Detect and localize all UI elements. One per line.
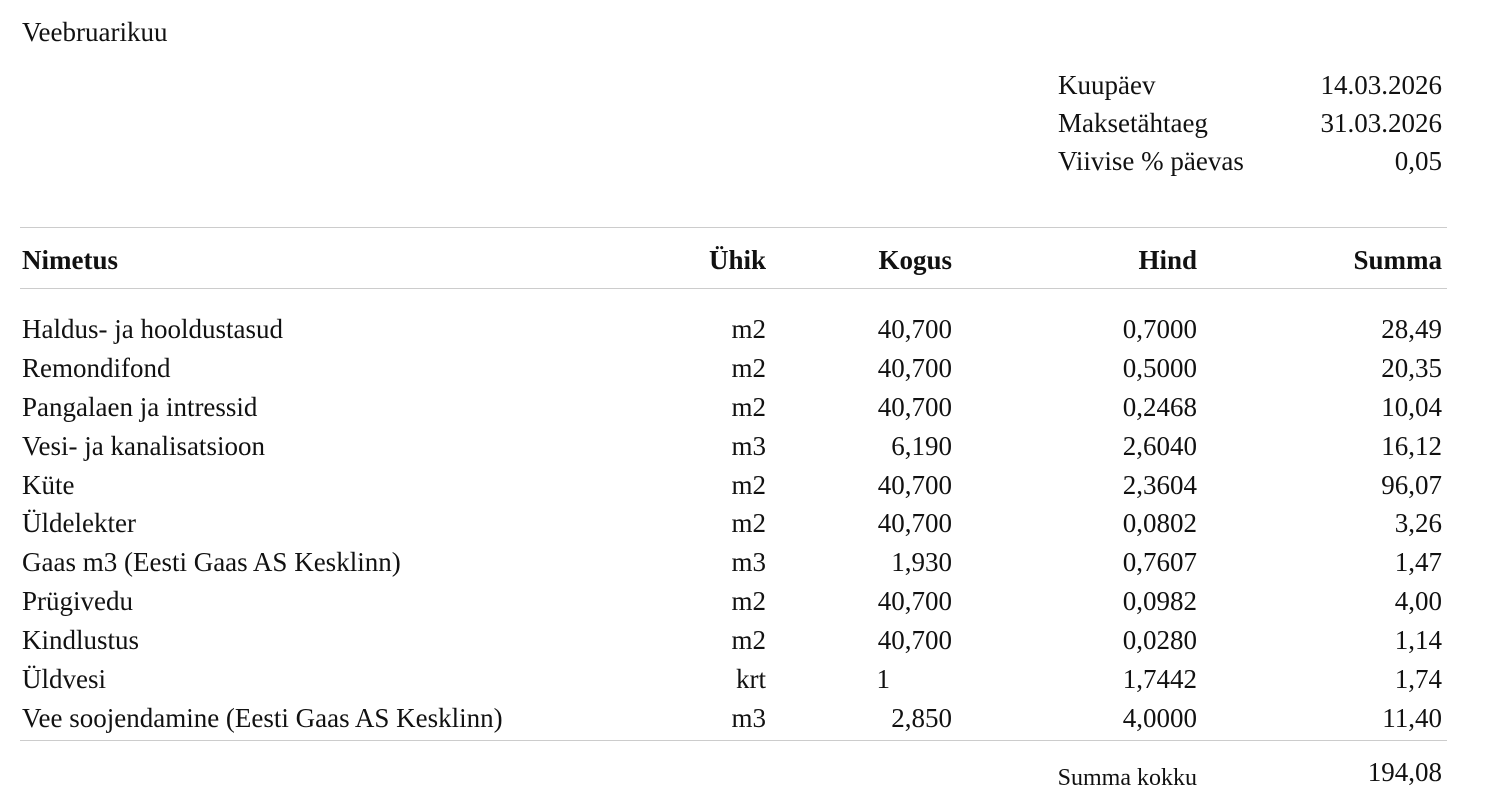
cell-name: Prügivedu — [22, 586, 133, 617]
cell-quantity: 1,930 — [891, 547, 952, 578]
cell-sum: 16,12 — [1381, 430, 1442, 461]
cell-quantity: 40,700 — [877, 586, 952, 617]
cell-price: 0,7000 — [1122, 314, 1197, 344]
cell-sum: 11,40 — [1382, 702, 1442, 733]
cell-sum: 28,49 — [1381, 314, 1442, 344]
cell-unit: m3 — [731, 547, 766, 578]
invoice-meta-block — [1058, 66, 1442, 180]
cell-sum: 1,14 — [1394, 625, 1442, 656]
meta-label: Kuupäev — [1058, 70, 1156, 100]
table-header-divider — [20, 288, 1447, 289]
column-header-name: Nimetus — [22, 245, 118, 275]
table-row — [22, 543, 1442, 582]
cell-price: 0,0280 — [1122, 625, 1197, 656]
cell-unit: m2 — [731, 508, 766, 539]
cell-quantity: 40,700 — [877, 469, 952, 500]
cell-unit: krt — [736, 664, 766, 695]
cell-price: 0,5000 — [1122, 352, 1197, 383]
cell-price: 0,2468 — [1122, 391, 1197, 422]
meta-value: 0,05 — [1394, 146, 1442, 176]
cell-unit: m2 — [731, 352, 766, 383]
cell-sum: 10,04 — [1381, 391, 1442, 422]
table-row — [22, 504, 1442, 543]
cell-name: Vesi- ja kanalisatsioon — [22, 430, 265, 461]
cell-name: Haldus- ja hooldustasud — [22, 314, 283, 344]
invoice-month-title: Veebruarikuu — [22, 17, 168, 47]
table-row — [22, 349, 1442, 388]
column-header-sum: Summa — [1353, 245, 1442, 275]
cell-sum: 3,26 — [1394, 508, 1442, 539]
cell-name: Üldvesi — [22, 664, 106, 695]
table-row — [22, 388, 1442, 427]
table-bottom-divider — [20, 740, 1447, 741]
cell-price: 2,3604 — [1122, 469, 1197, 500]
column-header-quantity: Kogus — [878, 245, 952, 275]
cell-quantity: 2,850 — [891, 702, 952, 733]
cell-price: 0,0982 — [1122, 586, 1197, 617]
table-row — [22, 427, 1442, 466]
cell-sum: 4,00 — [1394, 586, 1442, 617]
cell-name: Pangalaen ja intressid — [22, 391, 258, 422]
cell-quantity: 40,700 — [877, 625, 952, 656]
cell-price: 2,6040 — [1122, 430, 1197, 461]
cell-quantity: 40,700 — [877, 391, 952, 422]
cell-unit: m2 — [731, 625, 766, 656]
cell-unit: m2 — [731, 314, 766, 344]
cell-name: Remondifond — [22, 352, 171, 383]
cell-quantity: 1 — [876, 664, 890, 695]
table-body — [0, 310, 1509, 738]
cell-name: Üldelekter — [22, 508, 136, 539]
meta-row-penalty — [1058, 142, 1442, 180]
cell-unit: m2 — [731, 586, 766, 617]
cell-unit: m3 — [731, 430, 766, 461]
cell-price: 1,7442 — [1122, 664, 1197, 695]
cell-sum: 1,47 — [1394, 547, 1442, 578]
cell-name: Vee soojendamine (Eesti Gaas AS Kesklinn) — [22, 702, 503, 733]
meta-label: Viivise % päevas — [1058, 146, 1244, 176]
cell-sum: 96,07 — [1381, 469, 1442, 500]
cell-name: Gaas m3 (Eesti Gaas AS Kesklinn) — [22, 547, 401, 578]
cell-price: 4,0000 — [1122, 702, 1197, 733]
cell-quantity: 6,190 — [891, 430, 952, 461]
cell-unit: m2 — [731, 391, 766, 422]
cell-sum: 1,74 — [1394, 664, 1442, 695]
table-row — [22, 466, 1442, 505]
table-row — [22, 699, 1442, 738]
invoice-total — [22, 754, 1442, 794]
total-label: Summa kokku — [1057, 765, 1197, 791]
meta-label: Maksetähtaeg — [1058, 108, 1208, 138]
table-row — [22, 310, 1442, 349]
cell-quantity: 40,700 — [877, 314, 952, 344]
table-header — [22, 240, 1442, 280]
table-row — [22, 660, 1442, 699]
table-row — [22, 582, 1442, 621]
cell-unit: m2 — [731, 469, 766, 500]
cell-name: Kindlustus — [22, 625, 140, 656]
cell-price: 0,7607 — [1122, 547, 1197, 578]
column-header-price: Hind — [1138, 245, 1197, 275]
cell-price: 0,0802 — [1122, 508, 1197, 539]
cell-sum: 20,35 — [1381, 352, 1442, 383]
meta-value: 31.03.2026 — [1320, 108, 1442, 138]
table-top-divider — [20, 227, 1447, 228]
cell-unit: m3 — [731, 702, 766, 733]
total-value: 194,08 — [1367, 757, 1442, 787]
cell-quantity: 40,700 — [877, 352, 952, 383]
meta-value: 14.03.2026 — [1320, 70, 1442, 100]
meta-row-due-date — [1058, 104, 1442, 142]
column-header-unit: Ühik — [708, 245, 766, 275]
cell-name: Küte — [22, 469, 75, 500]
cell-quantity: 40,700 — [877, 508, 952, 539]
meta-row-date — [1058, 66, 1442, 104]
table-row — [22, 621, 1442, 660]
